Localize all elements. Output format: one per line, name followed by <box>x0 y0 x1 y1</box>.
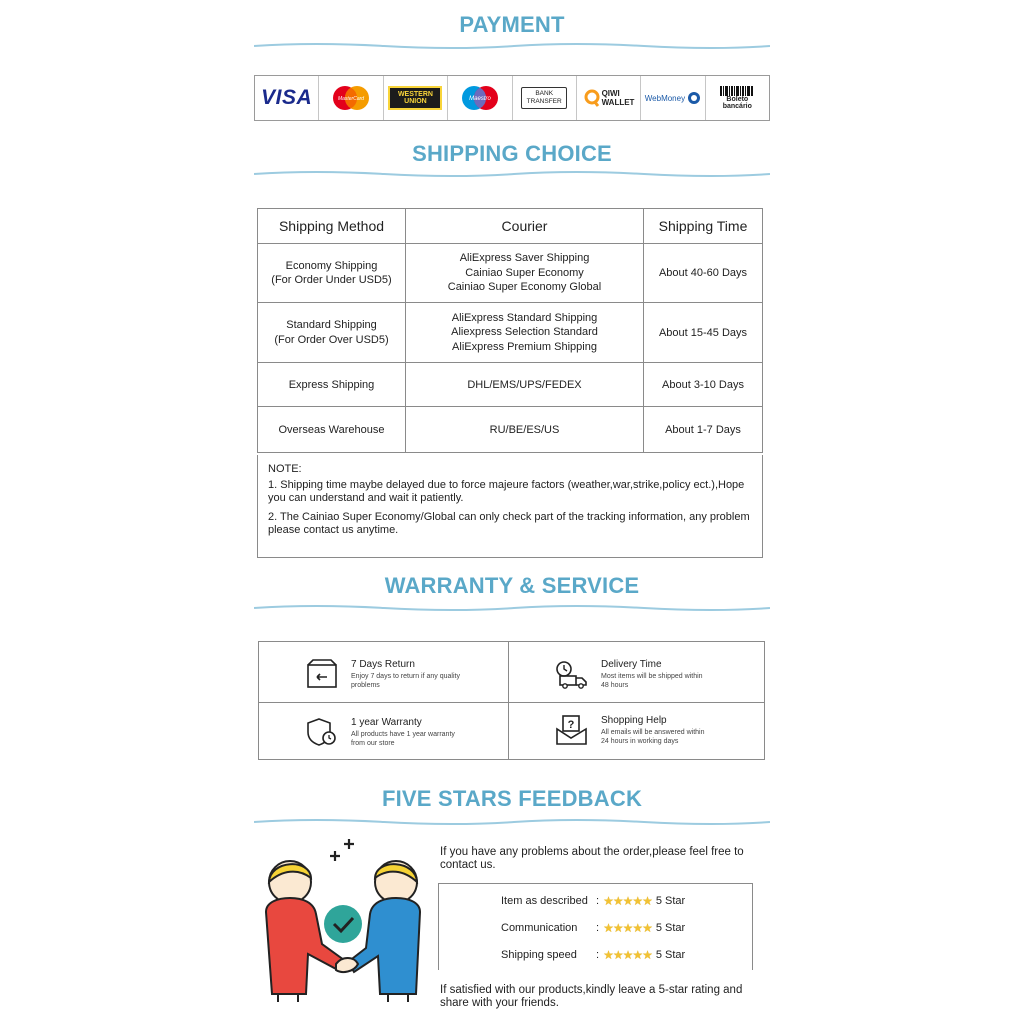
delivery-truck-icon <box>555 659 589 689</box>
rating-label: Shipping speed <box>501 949 577 961</box>
warranty-item-desc: Enjoy 7 days to return if any quality problems <box>351 673 460 689</box>
payment-western-union <box>384 76 448 120</box>
note-label: NOTE: <box>268 463 302 475</box>
payment-webmoney <box>641 76 705 120</box>
svg-text:Maestro: Maestro <box>468 96 491 102</box>
payment-qiwi <box>577 76 641 120</box>
shipping-method-cell: Overseas Warehouse <box>258 407 406 453</box>
table-row <box>258 407 763 453</box>
payment-visa <box>255 76 319 120</box>
shipping-table <box>257 208 763 453</box>
help-mail-icon <box>555 715 589 745</box>
qiwi-logo: QIWI WALLET <box>584 89 634 107</box>
bank-transfer-logo: BANK TRANSFER <box>521 87 567 109</box>
star-rating-icon: ★★★★★ <box>603 894 652 908</box>
payment-boleto <box>706 76 769 120</box>
mastercard-logo <box>331 85 371 111</box>
warranty-shield-icon <box>305 717 339 747</box>
shipping-method-cell: Standard Shipping (For Order Over USD5) <box>258 303 406 363</box>
note-item: 1. Shipping time maybe delayed due to force majeure factors (weather,war,strike,policy ect.),Hope you can understand and wait it patiently. <box>268 479 745 504</box>
handshake-illustration <box>258 832 428 1004</box>
warranty-item-desc: All emails will be answered within 24 hours in working days <box>601 729 705 745</box>
svg-text:?: ? <box>567 719 575 731</box>
rating-value: 5 Star <box>655 895 686 907</box>
warranty-item-help <box>509 703 764 759</box>
rating-row: Shipping speed : ★★★★★ 5 Star <box>501 948 686 962</box>
warranty-item-title: 1 year Warranty <box>351 717 422 728</box>
webmoney-logo: WebMoney <box>645 91 701 105</box>
note-item: 2. The Cainiao Super Economy/Global can only check part of the tracking information, any problem please contact us anytime. <box>268 511 750 536</box>
shipping-note <box>257 455 763 558</box>
shipping-time-cell: About 15-45 Days <box>644 303 763 363</box>
shipping-method-cell: Economy Shipping (For Order Under USD5) <box>258 244 406 303</box>
rating-row: Item as described : ★★★★★ 5 Star <box>501 894 686 908</box>
table-row <box>258 363 763 407</box>
rating-value: 5 Star <box>655 949 686 961</box>
star-rating-icon: ★★★★★ <box>603 948 652 962</box>
feedback-title: FIVE STARS FEEDBACK <box>381 786 643 811</box>
payment-bank-transfer <box>513 76 577 120</box>
shipping-method-cell: Express Shipping <box>258 363 406 407</box>
rating-label: Item as described <box>501 895 588 907</box>
rating-box <box>438 883 753 970</box>
table-header-row <box>258 209 763 244</box>
payment-mastercard <box>319 76 383 120</box>
warranty-item-delivery <box>509 642 764 703</box>
warranty-item-desc: Most items will be shipped within 48 hours <box>601 673 703 689</box>
title-divider <box>254 818 770 826</box>
rating-value: 5 Star <box>655 922 686 934</box>
visa-logo: VISA <box>261 86 313 109</box>
rating-row: Communication : ★★★★★ 5 Star <box>501 921 686 935</box>
table-row <box>258 303 763 363</box>
courier-cell: AliExpress Saver Shipping Cainiao Super Economy Cainiao Super Economy Global <box>406 244 644 303</box>
courier-cell: DHL/EMS/UPS/FEDEX <box>406 363 644 407</box>
warranty-item-warranty <box>259 703 509 759</box>
title-divider <box>254 170 770 178</box>
shipping-time-cell: About 40-60 Days <box>644 244 763 303</box>
courier-cell: RU/BE/ES/US <box>406 407 644 453</box>
globe-icon <box>687 91 701 105</box>
feedback-outro: If satisfied with our products,kindly leave a 5-star rating and share with your friends. <box>440 984 743 1009</box>
shipping-time-cell: About 3-10 Days <box>644 363 763 407</box>
shipping-title: SHIPPING CHOICE <box>412 141 612 166</box>
title-divider <box>254 604 770 612</box>
rating-label: Communication <box>501 922 578 934</box>
warranty-item-title: Delivery Time <box>601 659 662 670</box>
warranty-item-desc: All products have 1 year warranty from our store <box>351 731 455 747</box>
star-rating-icon: ★★★★★ <box>603 921 652 935</box>
warranty-title: WARRANTY & SERVICE <box>384 573 640 598</box>
courier-cell: AliExpress Standard Shipping Aliexpress Selection Standard AliExpress Premium Shipping <box>406 303 644 363</box>
column-header: Shipping Time <box>644 209 763 244</box>
payment-title: PAYMENT <box>459 12 565 37</box>
western-union-logo: WESTERN UNION <box>388 86 442 110</box>
payment-maestro <box>448 76 512 120</box>
column-header: Courier <box>406 209 644 244</box>
title-divider <box>254 42 770 50</box>
warranty-grid <box>258 641 765 760</box>
table-row <box>258 244 763 303</box>
warranty-item-return <box>259 642 509 703</box>
svg-text:MasterCard: MasterCard <box>338 96 365 102</box>
column-header: Shipping Method <box>258 209 406 244</box>
return-box-icon <box>305 659 339 689</box>
boleto-logo: Boleto bancário <box>718 86 756 110</box>
warranty-item-title: Shopping Help <box>601 715 667 726</box>
shipping-time-cell: About 1-7 Days <box>644 407 763 453</box>
feedback-intro: If you have any problems about the order,please feel free to contact us. <box>440 846 744 871</box>
maestro-logo <box>460 85 500 111</box>
barcode-icon <box>720 86 754 96</box>
warranty-item-title: 7 Days Return <box>351 659 415 670</box>
payment-methods <box>254 75 770 121</box>
qiwi-icon <box>584 89 600 107</box>
